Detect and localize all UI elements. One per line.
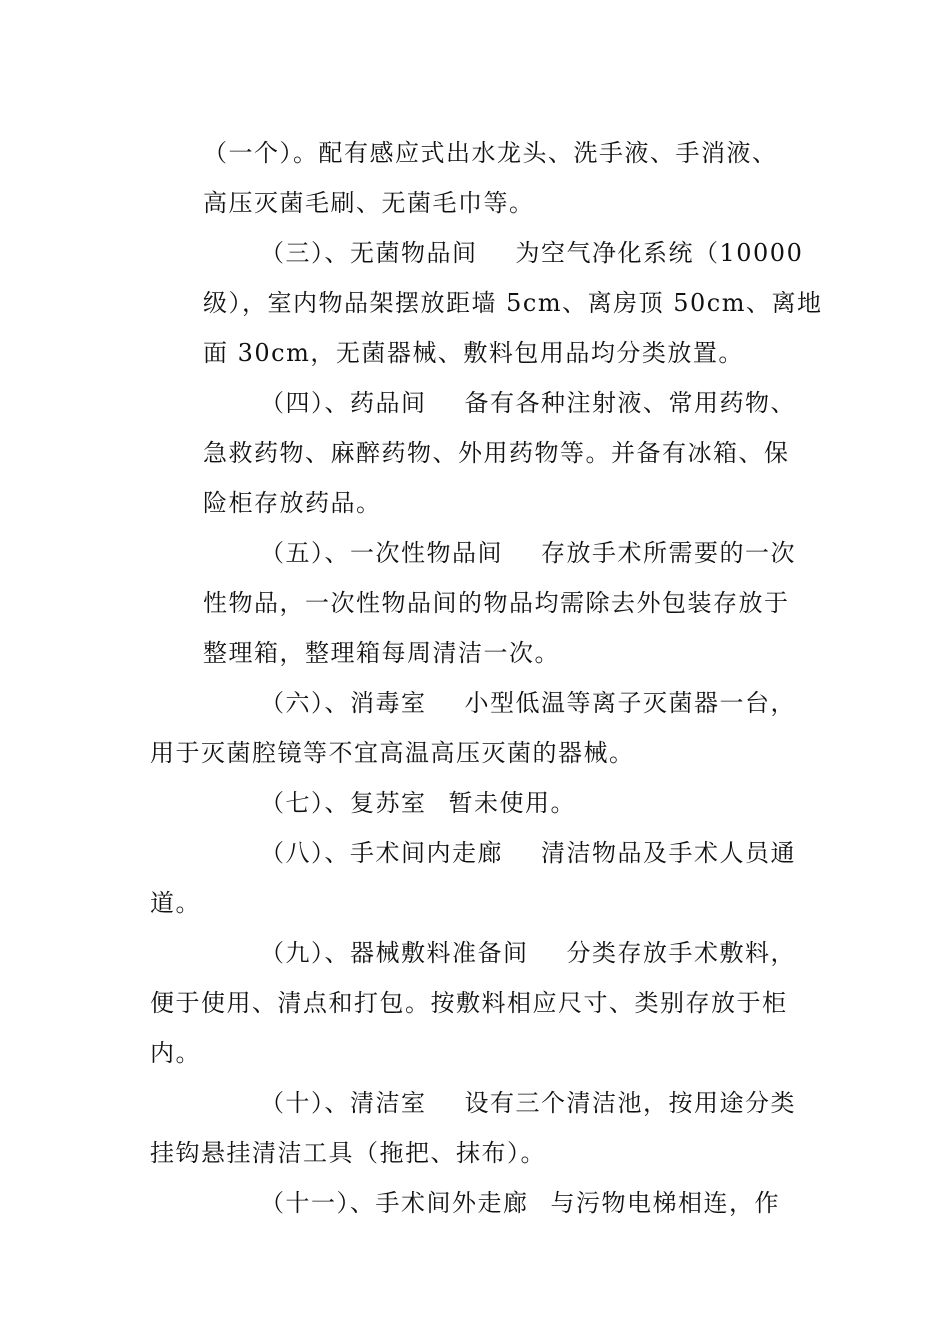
section-text: 暂未使用。 [448,789,576,817]
line-text: 性物品，一次性物品间的物品均需除去外包装存放于 [203,589,790,617]
text-line [150,1038,201,1068]
text-line [203,638,560,668]
text-line [203,588,790,618]
line-text: 整理箱，整理箱每周清洁一次。 [203,639,560,667]
text-line [203,488,382,518]
line-text: 用于灭菌腔镜等不宜高温高压灭菌的器械。 [150,739,635,767]
section-heading-line [260,938,796,968]
section-text: 设有三个清洁池，按用途分类 [464,1089,796,1117]
text-line [150,888,201,918]
section-heading-line [260,238,803,268]
section-text: 存放手术所需要的一次 [541,539,796,567]
text-line [203,288,822,318]
text-line [203,188,535,218]
line-text: 急救药物、麻醉药物、外用药物等。并备有冰箱、保 [203,439,790,467]
line-text: （一个）。配有感应式出水龙头、洗手液、手消液、 [203,139,778,167]
line-text: 险柜存放药品。 [203,489,382,517]
section-heading-line [260,788,576,818]
text-line [150,988,788,1018]
section-heading-line [260,538,796,568]
line-text: 便于使用、清点和打包。按敷料相应尺寸、类别存放于柜 [150,989,788,1017]
section-heading: （九）、器械敷料准备间 [260,939,529,967]
section-heading-line [260,388,796,418]
line-text: 级），室内物品架摆放距墙 5cm、离房顶 50cm、离地 [203,289,823,317]
section-heading: （七）、复苏室 [260,789,427,817]
line-text: 高压灭菌毛刷、无菌毛巾等。 [203,189,535,217]
text-line [203,338,744,368]
text-line [203,438,790,468]
section-text: 小型低温等离子灭菌器一台， [464,689,796,717]
section-text: 分类存放手术敷料， [566,939,796,967]
section-text: 清洁物品及手术人员通 [541,839,796,867]
section-text: 备有各种注射液、常用药物、 [464,389,796,417]
section-heading-line [260,838,796,868]
text-line [150,738,635,768]
text-line [150,1138,546,1168]
section-text: 为空气净化系统（10000 [515,239,804,267]
text-line [203,138,778,168]
line-text: 挂钩悬挂清洁工具（拖把、抹布）。 [150,1139,546,1167]
line-text: 面 30cm，无菌器械、敷料包用品均分类放置。 [203,339,744,367]
section-heading-line [260,688,796,718]
section-heading: （八）、手术间内走廊 [260,839,503,867]
section-heading-line [260,1188,780,1218]
section-heading: （四）、药品间 [260,389,427,417]
line-text: 道。 [150,889,201,917]
line-text: 内。 [150,1039,201,1067]
section-heading: （五）、一次性物品间 [260,539,503,567]
section-heading: （三）、无菌物品间 [260,239,478,267]
section-heading-line [260,1088,796,1118]
section-heading: （十一）、手术间外走廊 [260,1189,529,1217]
section-heading: （十）、清洁室 [260,1089,427,1117]
section-heading: （六）、消毒室 [260,689,427,717]
section-text: 与污物电梯相连，作 [550,1189,780,1217]
